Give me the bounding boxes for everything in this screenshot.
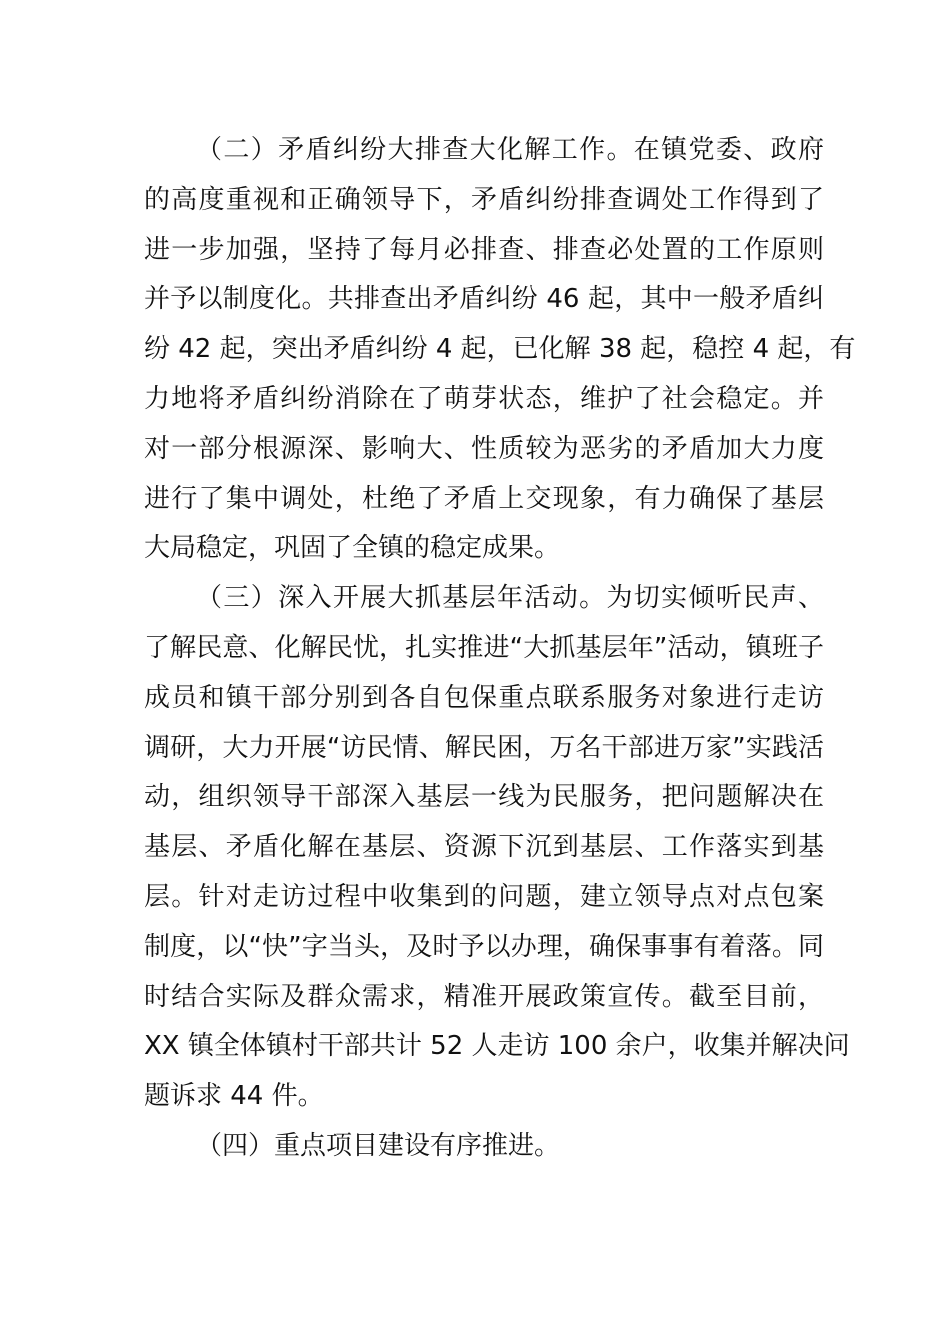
paragraph-key-projects bbox=[144, 1122, 824, 1172]
text-line: 基层、矛盾化解在基层、资源下沉到基层、工作落实到基 bbox=[144, 832, 824, 863]
text-line: 纷 42 起，突出矛盾纠纷 4 起，已化解 38 起，稳控 4 起，有 bbox=[144, 334, 856, 365]
text-line: 层。针对走访过程中收集到的问题，建立领导点对点包案 bbox=[144, 881, 824, 912]
text-line: XX 镇全体镇村干部共计 52 人走访 100 余户，收集并解决问 bbox=[144, 1031, 850, 1062]
text-line: 进行了集中调处，杜绝了矛盾上交现象，有力确保了基层 bbox=[144, 483, 824, 514]
document-body bbox=[144, 126, 856, 1172]
text-line: 对一部分根源深、影响大、性质较为恶劣的矛盾加大力度 bbox=[144, 433, 824, 464]
text-line: （三）深入开展大抓基层年活动。为切实倾听民声、 bbox=[196, 583, 824, 614]
paragraph-dispute-resolution bbox=[144, 126, 856, 574]
text-line: 并予以制度化。共排查出矛盾纠纷 46 起，其中一般矛盾纠 bbox=[144, 284, 824, 315]
text-line: 动，组织领导干部深入基层一线为民服务，把问题解决在 bbox=[144, 782, 824, 813]
text-line: 的高度重视和正确领导下，矛盾纠纷排查调处工作得到了 bbox=[144, 184, 824, 215]
text-line: （二）矛盾纠纷大排查大化解工作。在镇党委、政府 bbox=[196, 135, 824, 165]
text-line: 题诉求 44 件。 bbox=[144, 1081, 324, 1112]
text-line: 进一步加强，坚持了每月必排查、排查必处置的工作原则 bbox=[144, 234, 824, 265]
paragraph-grassroots-year bbox=[144, 574, 850, 1122]
text-line: 制度，以“快”字当头，及时予以办理，确保事事有着落。同 bbox=[144, 931, 824, 962]
text-line: 力地将矛盾纠纷消除在了萌芽状态，维护了社会稳定。并 bbox=[144, 383, 824, 414]
text-line: 成员和镇干部分别到各自包保重点联系服务对象进行走访 bbox=[144, 682, 824, 713]
text-line: 大局稳定，巩固了全镇的稳定成果。 bbox=[144, 533, 561, 564]
section-heading-line: （四）重点项目建设有序推进。 bbox=[196, 1130, 561, 1161]
text-line: 了解民意、化解民忧，扎实推进“大抓基层年”活动，镇班子 bbox=[144, 632, 824, 663]
text-line: 调研，大力开展“访民情、解民困，万名干部进万家”实践活 bbox=[144, 732, 824, 763]
text-line: 时结合实际及群众需求，精准开展政策宣传。截至目前， bbox=[144, 981, 824, 1012]
